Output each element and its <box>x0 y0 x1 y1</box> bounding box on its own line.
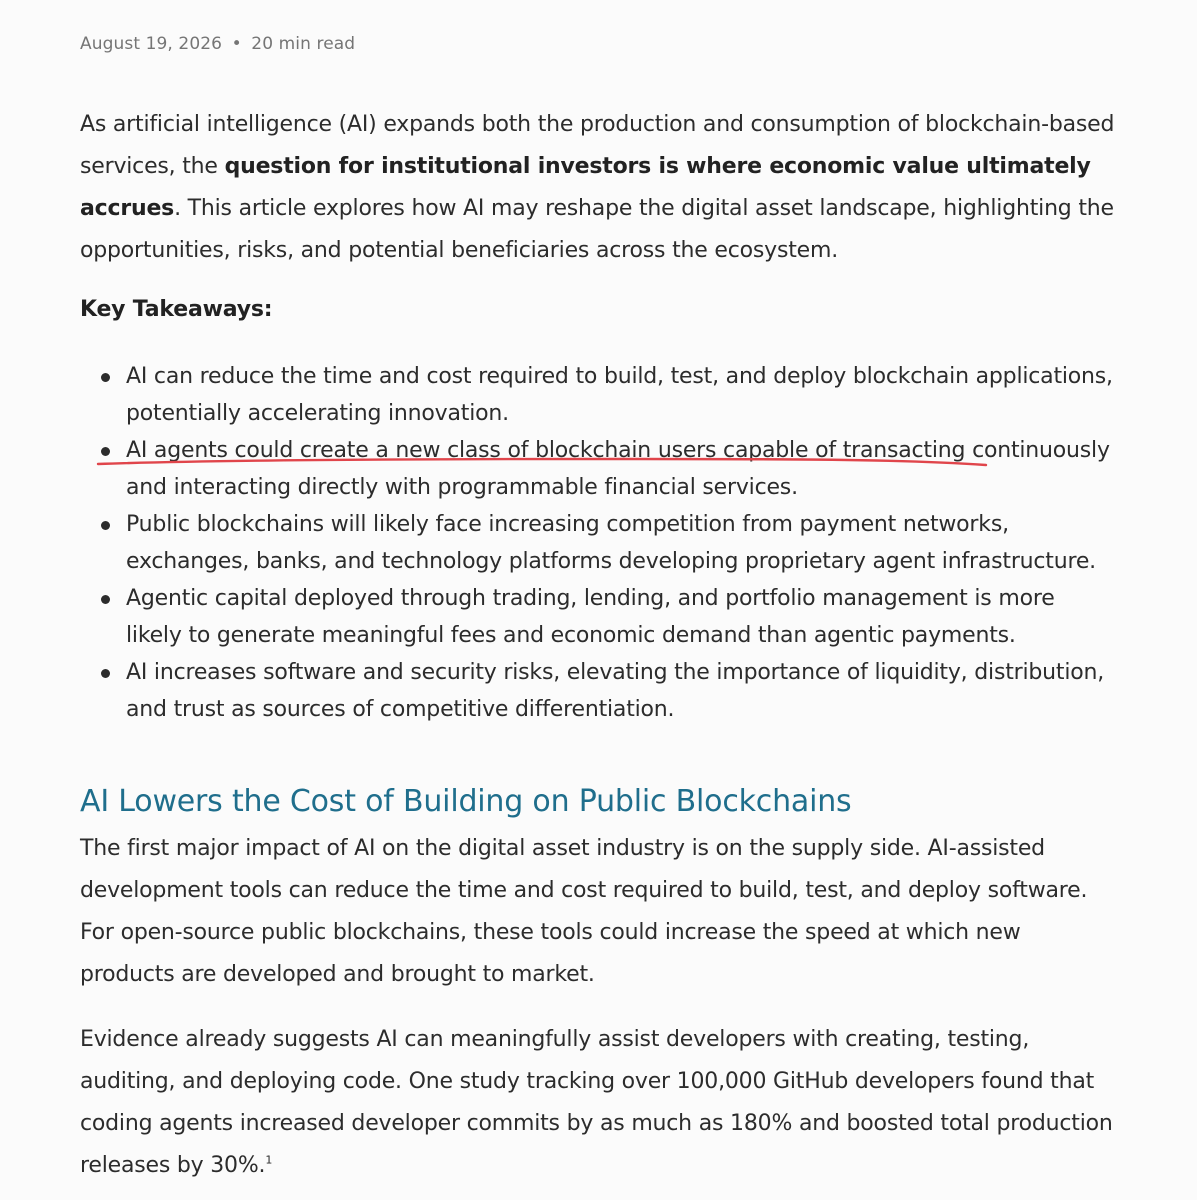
bullet-icon <box>101 373 110 382</box>
meta-separator: • <box>231 34 242 54</box>
intro-text-1: As artificial intelligence (AI) expands both the production and consumption of blockchain-based services, the <box>80 112 1115 179</box>
read-time: 20 min read <box>251 34 356 54</box>
list-item <box>80 580 1116 654</box>
red-underline-annotation <box>96 454 991 474</box>
list-item-text: AI agents could create a new class of blockchain users capable of transacting continuously and interacting directly with programmable financial services. <box>126 438 1110 500</box>
bullet-icon <box>101 521 110 530</box>
article-meta <box>80 34 355 54</box>
footnote-ref-link[interactable]: 1 <box>265 1153 273 1167</box>
key-takeaways-heading: Key Takeaways: <box>80 297 273 322</box>
intro-bold-text: question for institutional investors is where economic value ultimately accrues <box>80 154 1091 221</box>
bullet-icon <box>101 595 110 604</box>
underline-stroke <box>98 459 986 465</box>
list-item-text: Public blockchains will likely face increasing competition from payment networks, exchanges, banks, and technology platforms developing proprietary agent infrastructure. <box>126 512 1096 574</box>
list-item <box>80 654 1116 728</box>
intro-text-2: . This article explores how AI may reshape the digital asset landscape, highlighting the opportunities, risks, and potential beneficiaries across the ecosystem. <box>80 196 1114 263</box>
section-paragraph-2 <box>80 1019 1116 1187</box>
bullet-icon <box>101 669 110 678</box>
list-item-text: Agentic capital deployed through trading, lending, and portfolio management is more likely to generate meaningful fees and economic demand than agentic payments. <box>126 586 1055 648</box>
publish-date: August 19, 2026 <box>80 34 223 54</box>
list-item <box>80 358 1116 432</box>
list-item-text: AI can reduce the time and cost required to build, test, and deploy blockchain applications, potentially accelerating innovation. <box>126 364 1113 426</box>
intro-paragraph <box>80 104 1116 272</box>
list-item-text: AI increases software and security risks, elevating the importance of liquidity, distribution, and trust as sources of competitive differentiation. <box>126 660 1105 722</box>
paragraph-2-text: Evidence already suggests AI can meaningfully assist developers with creating, testing, auditing, and deploying code. One study tracking over 100,000 GitHub developers found that coding agents increased developer commits by as much as 180% and boosted total production releases by 30%. <box>80 1027 1113 1178</box>
section-heading: AI Lowers the Cost of Building on Public Blockchains <box>80 784 852 819</box>
key-takeaways-list <box>80 358 1116 728</box>
list-item <box>80 506 1116 580</box>
section-paragraph-1: The first major impact of AI on the digital asset industry is on the supply side. AI-assisted development tools can reduce the time and cost required to build, test, and deploy software. For open-source public blockchains, these tools could increase the speed at which new products are developed and brought to market. <box>80 836 1088 987</box>
